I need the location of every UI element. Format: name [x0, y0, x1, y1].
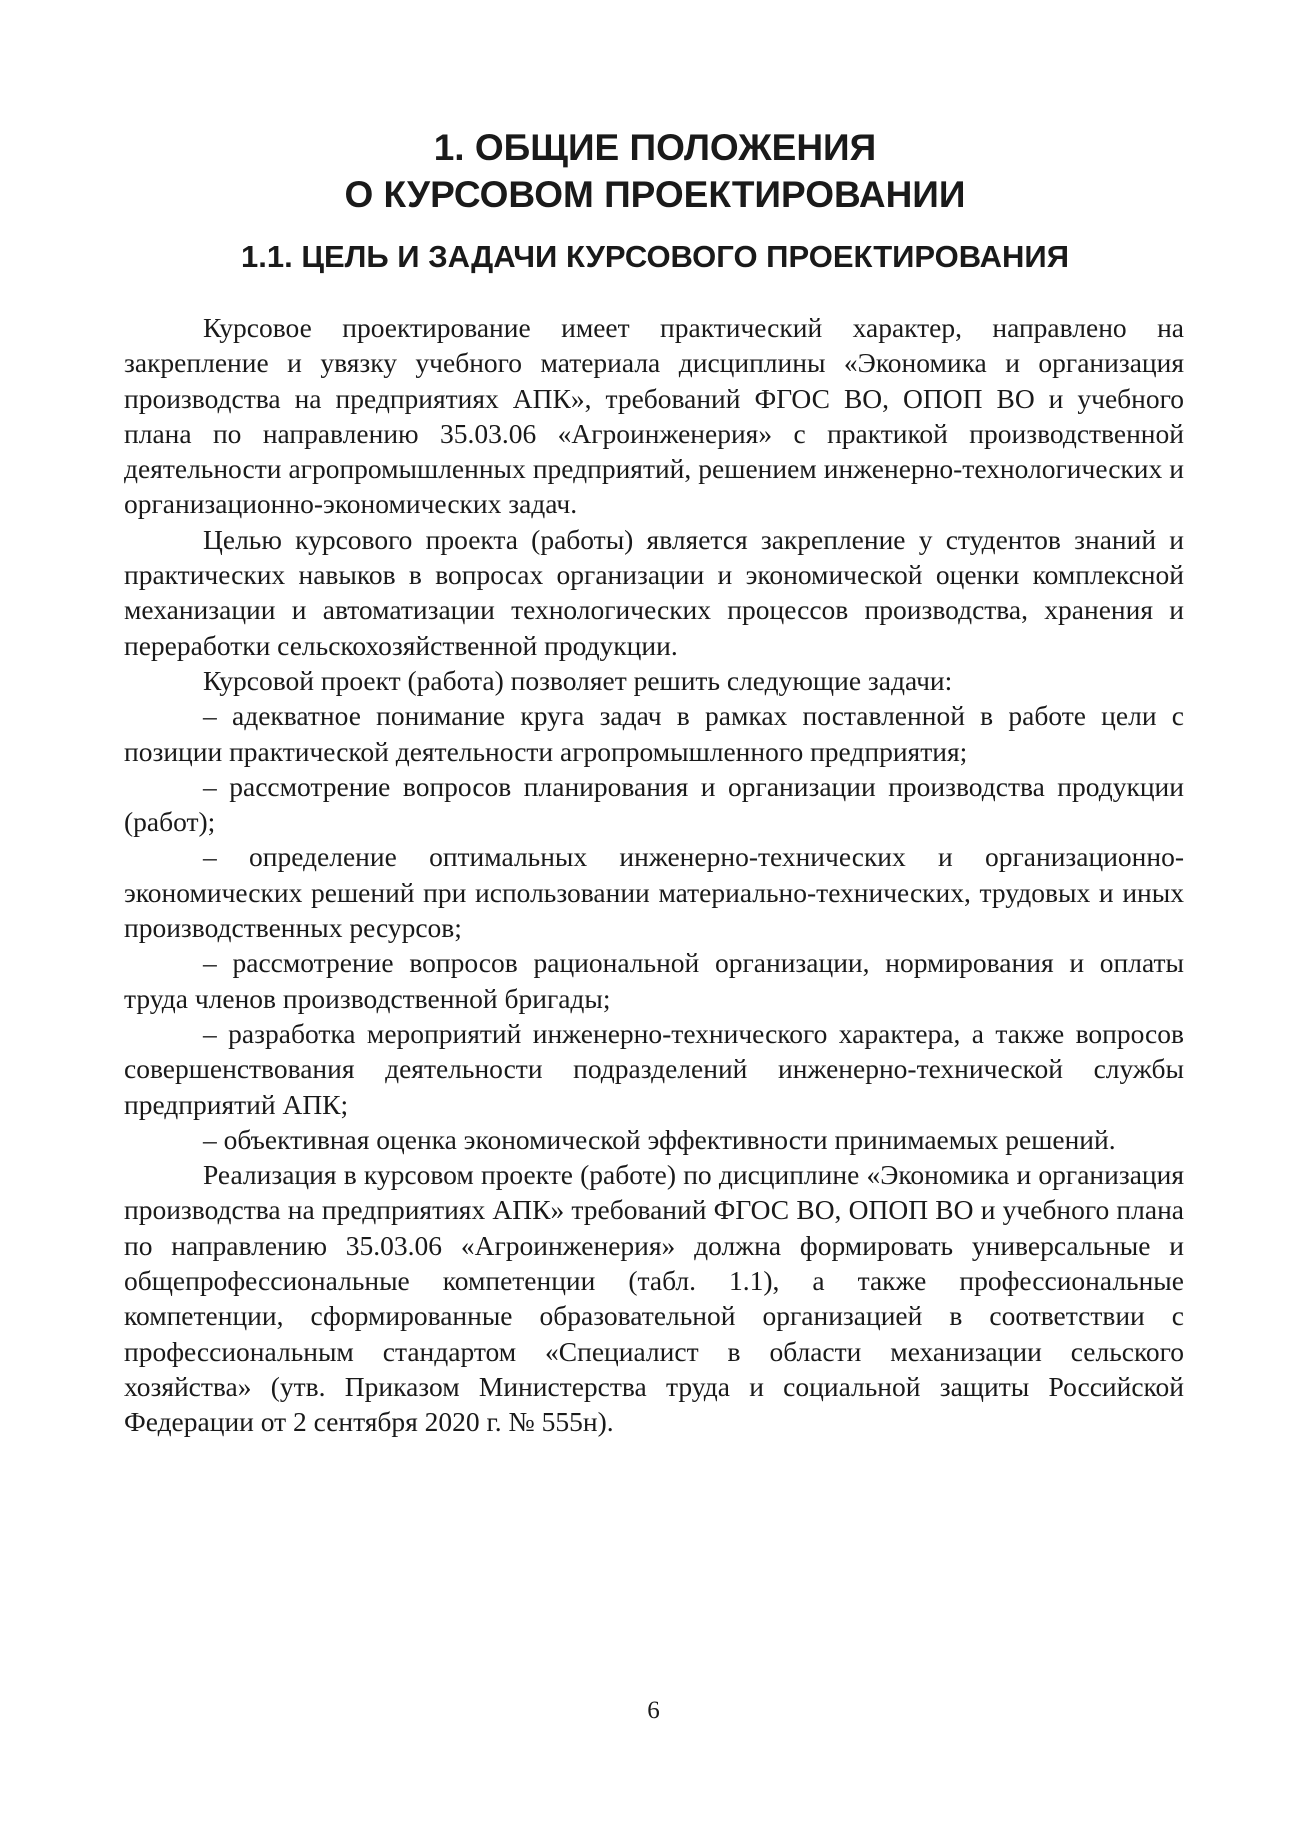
paragraph-competencies: Реализация в курсовом проекте (работе) по дисциплине «Экономика и организация производства на предприятиях АПК» требований ФГОС ВО, ОПОП ВО и учебного плана по направлению 35.03.06 «Агроинженерия» должна формировать универсальные и общепрофессиональные компетенции (табл. 1.1), а также профессиональные компетенции, сформированные образовательной организацией в соответствии с профессиональным стандартом «Специалист в области механизации сельского хозяйства» (утв. Приказом Министерства труда и социальной защиты Российской Федерации от 2 сентября 2020 г. № 555н). — [124, 1159, 1184, 1438]
section-title: 1.1. ЦЕЛЬ И ЗАДАЧИ КУРСОВОГО ПРОЕКТИРОВАНИЯ — [241, 239, 1069, 274]
list-item-task: – рассмотрение вопросов планирования и организации производства продукции (работ); — [124, 770, 1184, 838]
list-item-task: – объективная оценка экономической эффективности принимаемых решений. — [203, 1123, 1116, 1155]
paragraph-goal: Целью курсового проекта (работы) является закрепление у студентов знаний и практических навыков в вопросах организации и экономической оценки комплексной механизации и автоматизации технологических процессов производства, хранения и переработки сельскохозяйственной продукции. — [124, 523, 1184, 661]
chapter-title-line-2: О КУРСОВОМ ПРОЕКТИРОВАНИИ — [344, 174, 966, 215]
list-item-task: – разработка мероприятий инженерно-технического характера, а также вопросов совершенствования деятельности подразделений инженерно-технической службы предприятий АПК; — [124, 1017, 1184, 1120]
paragraph-intro: Курсовое проектирование имеет практический характер, направлено на закрепление и увязку учебного материала дисциплины «Экономика и организация производства на предприятиях АПК», требований ФГОС ВО, ОПОП ВО и учебного плана по направлению 35.03.06 «Агроинженерия» с практикой производственной деятельности агропромышленных предприятий, решением инженерно-технологических и организационно-экономических задач. — [124, 312, 1184, 520]
list-item-task: – определение оптимальных инженерно-технических и организационно-экономических решений при использовании материально-технических, трудовых и иных производственных ресурсов; — [124, 841, 1184, 944]
chapter-title-line-1: 1. ОБЩИЕ ПОЛОЖЕНИЯ — [433, 127, 877, 168]
paragraph-tasks-lead: Курсовой проект (работа) позволяет решить следующие задачи: — [203, 664, 953, 696]
chapter-title — [120, 124, 1190, 218]
body-text — [124, 310, 1184, 1440]
list-item-task: – адекватное понимание круга задач в рамках поставленной в работе цели с позиции практической деятельности агропромышленного предприятия; — [124, 700, 1184, 767]
page-number: 6 — [647, 1697, 660, 1724]
list-item-task: – рассмотрение вопросов рациональной организации, нормирования и оплаты труда членов производственной бригады; — [124, 947, 1184, 1014]
